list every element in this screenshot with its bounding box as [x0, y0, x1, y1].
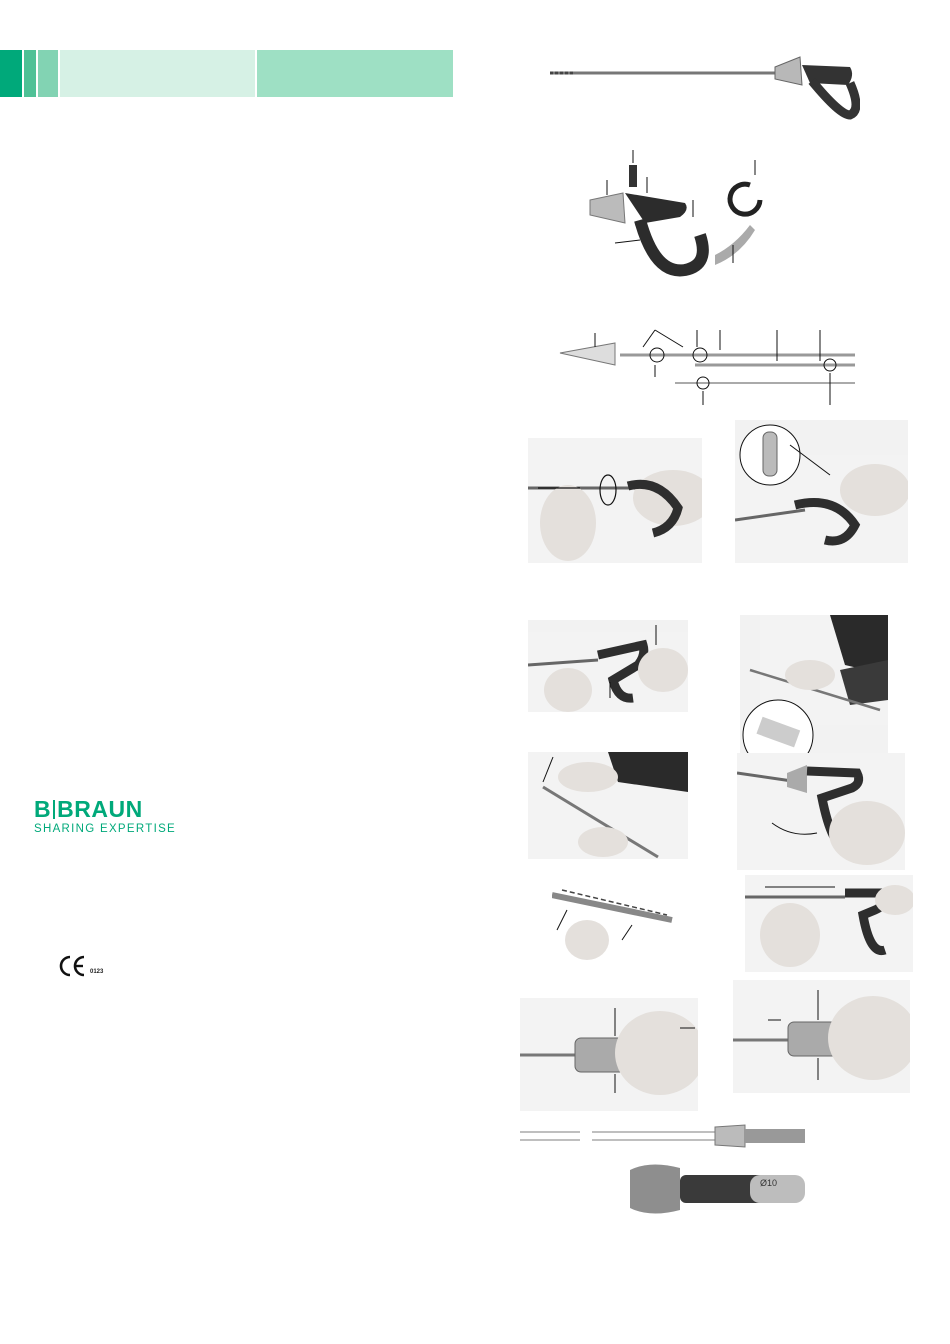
- handle-size-label: Ø10: [760, 1178, 778, 1188]
- logo-wordmark: [34, 798, 176, 821]
- header-block-3: [38, 50, 58, 97]
- photo-insert-cartridge: [735, 420, 908, 563]
- figure-instrument-overview: [550, 55, 860, 125]
- photo-insert-shaft: [528, 438, 702, 563]
- photo-grip-sleeve: [520, 998, 698, 1111]
- header-block-2: [24, 50, 36, 97]
- header-block-4: [60, 50, 255, 97]
- ce-mark-icon: [58, 954, 118, 978]
- ce-mark: [58, 954, 118, 983]
- photo-assemble-tube: [528, 752, 688, 859]
- figure-shaft-with-sleeve: [520, 1122, 820, 1152]
- photo-remove-tube: [740, 615, 888, 775]
- photo-detach-insert: [552, 880, 677, 965]
- figure-handle-product: [625, 1160, 815, 1220]
- logo-tagline: SHARING EXPERTISE: [34, 823, 177, 835]
- logo-braun: BRAUN: [57, 796, 143, 822]
- photo-pull-shaft: [745, 875, 913, 972]
- logo-separator: [53, 800, 55, 819]
- photo-grip-sleeve-2: [733, 980, 910, 1093]
- photo-release-button: [528, 620, 688, 712]
- bbraun-logo: [34, 798, 176, 835]
- photo-squeeze-handle: [737, 753, 905, 870]
- header-color-band: [0, 50, 453, 97]
- figure-handle-components: [585, 145, 775, 285]
- logo-b: B: [34, 796, 52, 822]
- header-block-1: [0, 50, 22, 97]
- figure-shaft-parts: [555, 325, 865, 410]
- ce-notified-body-code: 0123: [90, 969, 104, 975]
- header-block-5: [257, 50, 453, 97]
